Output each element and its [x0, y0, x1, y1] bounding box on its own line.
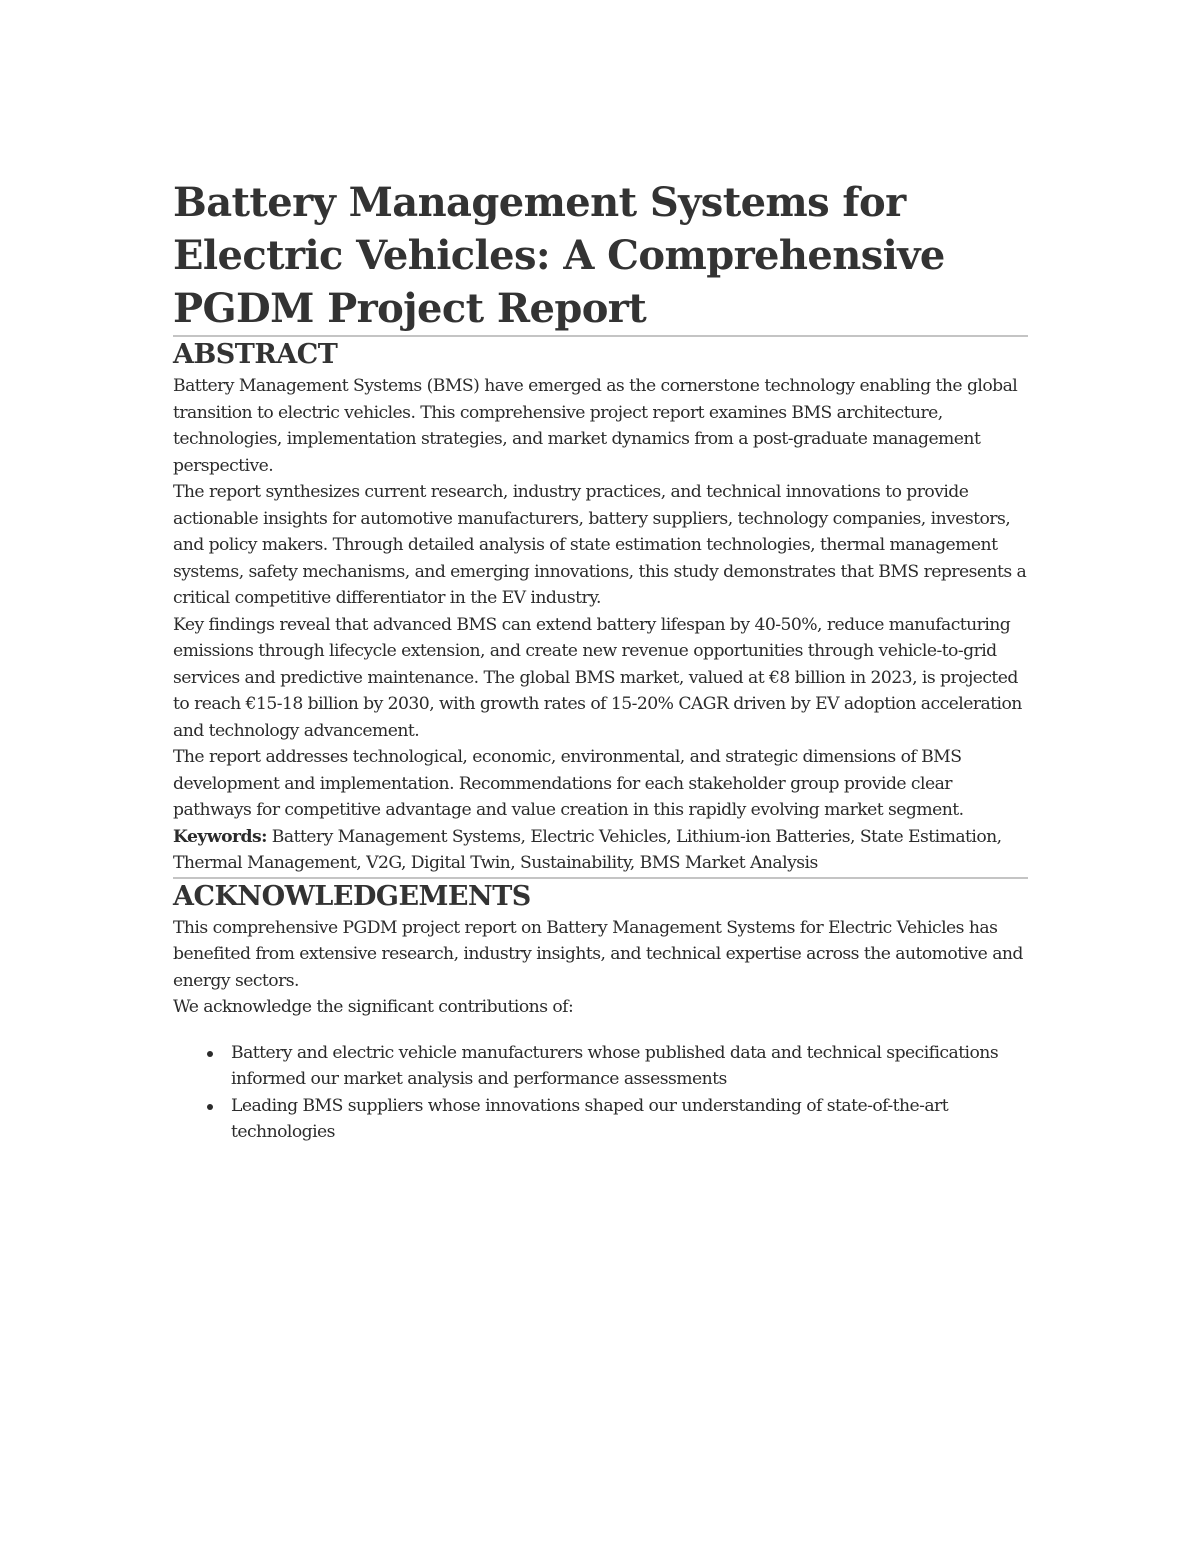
list-item-text: Battery and electric vehicle manufacturers whose published data and technical specifications informed our market analysis and performance assessments	[231, 1042, 999, 1089]
abstract-paragraph-4: The report addresses technological, economic, environmental, and strategic dimensions of BMS development and implementation. Recommendations for each stakeholder group provide clear pathways for competitive advantage and value creation in this rapidly evolving market segment.	[173, 747, 964, 820]
acknowledgements-heading: ACKNOWLEDGEMENTS	[173, 880, 531, 912]
acknowledgements-section	[173, 879, 1028, 1146]
abstract-section	[173, 337, 1028, 877]
document-page	[173, 176, 1028, 1146]
list-item	[231, 1040, 1028, 1093]
acknowledgements-intro: This comprehensive PGDM project report on Battery Management Systems for Electric Vehicles has benefited from extensive research, industry insights, and technical expertise across the automotive and energy sectors.	[173, 917, 1023, 991]
contributions-list	[173, 1040, 1028, 1146]
bullet-icon	[207, 1104, 213, 1110]
list-item	[231, 1093, 1028, 1146]
keywords-label: Keywords:	[173, 826, 267, 847]
abstract-paragraph-1: Battery Management Systems (BMS) have emerged as the cornerstone technology enabling the global transition to electric vehicles. This comprehensive project report examines BMS architecture, technologies, implementation strategies, and market dynamics from a post-graduate management perspective.	[173, 376, 1018, 476]
keywords-paragraph	[173, 824, 1028, 877]
abstract-heading: ABSTRACT	[173, 339, 338, 370]
bullet-icon	[207, 1051, 213, 1057]
keywords-list: Battery Management Systems, Electric Vehicles, Lithium-ion Batteries, State Estimation, Thermal Management, V2G, Digital Twin, Sustainability, BMS Market Analysis	[173, 826, 1002, 873]
acknowledgements-lead-in: We acknowledge the significant contributions of:	[173, 997, 574, 1017]
list-item-text: Leading BMS suppliers whose innovations shaped our understanding of state-of-the-art technologies	[231, 1095, 949, 1142]
abstract-paragraph-3: Key findings reveal that advanced BMS can extend battery lifespan by 40-50%, reduce manufacturing emissions through lifecycle extension, and create new revenue opportunities through vehicle-to-grid services and predictive maintenance. The global BMS market, valued at €8 billion in 2023, is projected to reach €15-18 billion by 2030, with growth rates of 15-20% CAGR driven by EV adoption acceleration and technology advancement.	[173, 614, 1022, 741]
document-title: Battery Management Systems for Electric Vehicles: A Comprehensive PGDM Project Report	[173, 179, 945, 332]
abstract-paragraph-2: The report synthesizes current research, industry practices, and technical innovations to provide actionable insights for automotive manufacturers, battery suppliers, technology companies, investors, and policy makers. Through detailed analysis of state estimation technologies, thermal management systems, safety mechanisms, and emerging innovations, this study demonstrates that BMS represents a critical competitive differentiator in the EV industry.	[173, 482, 1027, 608]
